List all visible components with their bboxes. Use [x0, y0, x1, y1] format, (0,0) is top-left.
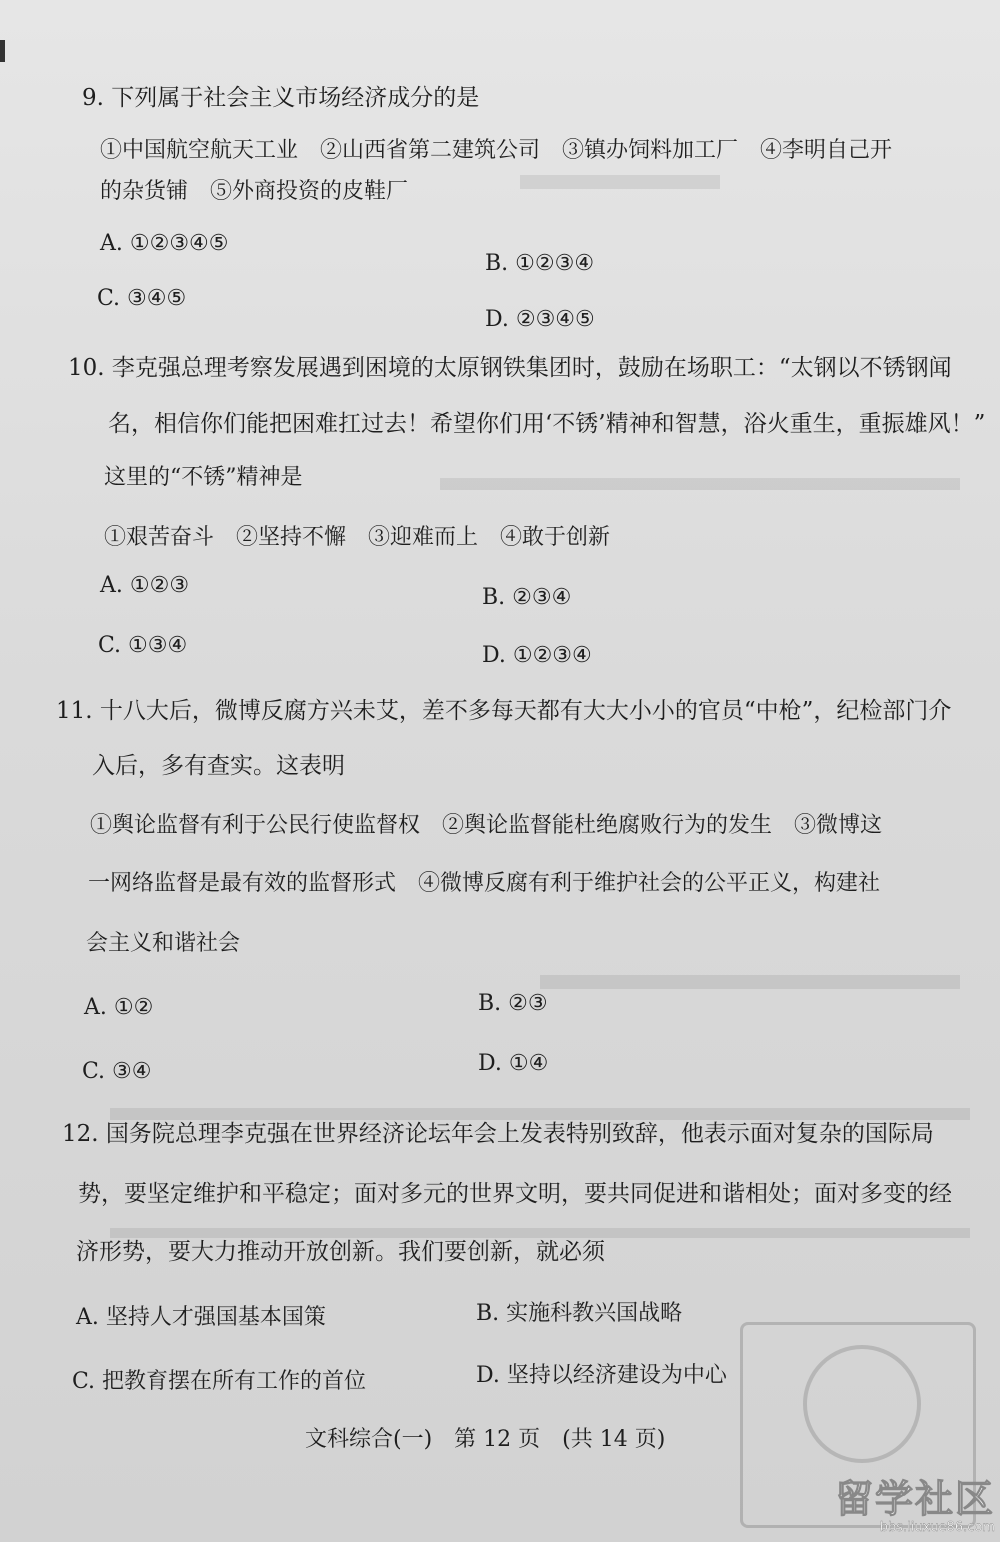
question-11-stem: 11. 十八大后，微博反腐方兴未艾，差不多每天都有大大小小的官员“中枪”，纪检部门介 [56, 698, 952, 724]
question-12-stem: 12. 国务院总理李克强在世界经济论坛年会上发表特别致辞，他表示面对复杂的国际局 [62, 1121, 934, 1147]
question-10-option-a: A. ①②③ [100, 573, 190, 598]
question-9-stem: 9. 下列属于社会主义市场经济成分的是 [82, 85, 480, 111]
question-11-option-b: B. ②③ [478, 991, 548, 1016]
question-10-stem: 这里的“不锈”精神是 [104, 465, 303, 490]
question-9-option-b: B. ①②③④ [485, 251, 595, 276]
question-11-statement: 一网络监督是最有效的监督形式 ④微博反腐有利于维护社会的公平正义，构建社 [88, 871, 881, 896]
question-12-option-c: C. 把教育摆在所有工作的首位 [72, 1369, 367, 1394]
bleed-through-shadow [440, 478, 960, 490]
question-11-stem: 入后，多有查实。这表明 [92, 753, 345, 779]
question-10-option-b: B. ②③④ [482, 585, 572, 610]
question-12-option-d: D. 坚持以经济建设为中心 [476, 1363, 727, 1388]
bleed-through-shadow [110, 1228, 970, 1238]
question-9-option-d: D. ②③④⑤ [485, 307, 595, 332]
bleed-through-shadow [110, 1108, 970, 1120]
question-12-stem: 势，要坚定维护和平稳定；面对多元的世界文明，要共同促进和谐相处；面对多变的经 [78, 1181, 952, 1207]
question-9-statement: ①中国航空航天工业 ②山西省第二建筑公司 ③镇办饲料加工厂 ④李明自己开 [100, 138, 893, 163]
question-9-statement: 的杂货铺 ⑤外商投资的皮鞋厂 [100, 179, 409, 204]
question-11-option-d: D. ①④ [478, 1051, 549, 1076]
stamp-circle [803, 1345, 921, 1463]
binding-edge-mark [0, 40, 5, 62]
bleed-through-shadow [520, 175, 720, 189]
question-11-option-c: C. ③④ [82, 1059, 152, 1084]
question-9-option-a: A. ①②③④⑤ [100, 231, 229, 256]
site-watermark [835, 1478, 995, 1536]
question-11-option-a: A. ①② [84, 995, 154, 1020]
question-12-option-b: B. 实施科教兴国战略 [476, 1301, 683, 1326]
question-10-option-c: C. ①③④ [98, 633, 188, 658]
question-10-statement: ①艰苦奋斗 ②坚持不懈 ③迎难而上 ④敢于创新 [104, 525, 611, 550]
question-10-stem: 10. 李克强总理考察发展遇到困境的太原钢铁集团时，鼓励在场职工：“太钢以不锈钢闻 [68, 355, 952, 381]
watermark-brand: 留学社区 [835, 1477, 996, 1521]
question-10-option-d: D. ①②③④ [482, 643, 592, 668]
question-12-option-a: A. 坚持人才强国基本国策 [76, 1305, 326, 1330]
bleed-through-shadow [540, 975, 960, 989]
question-12-stem: 济形势，要大力推动开放创新。我们要创新，就必须 [76, 1239, 605, 1265]
question-9-option-c: C. ③④⑤ [97, 286, 187, 311]
page-footer: 文科综合(一) 第 12 页 (共 14 页) [305, 1427, 666, 1452]
question-10-stem: 名，相信你们能把困难扛过去！希望你们用‘不锈’精神和智慧，浴火重生，重振雄风！” [108, 411, 986, 437]
question-11-statement: 会主义和谐社会 [86, 931, 241, 956]
question-11-statement: ①舆论监督有利于公民行使监督权 ②舆论监督能杜绝腐败行为的发生 ③微博这 [90, 813, 883, 838]
watermark-url: bbs.liuxue86.com [879, 1520, 995, 1535]
